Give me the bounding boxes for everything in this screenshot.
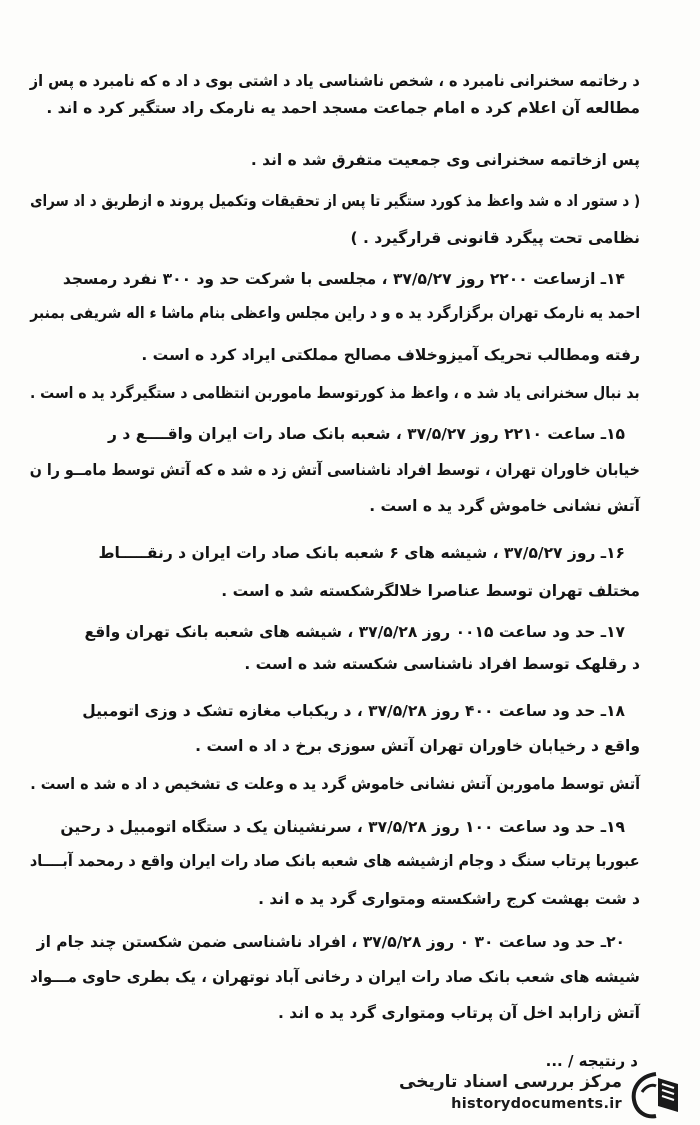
item-14-line: ۱۴ـ ازساعت ۲۲۰۰ روز ۳۷/۵/۲۷ ، مجلسی با شرکت حد ود ۳۰۰ نفرد رمسجد	[62, 270, 625, 288]
text-line: د شت بهشت کرج راشکسته ومتواری گرد ید ه اند .	[258, 890, 640, 908]
text-line: ( د ستور اد ه شد واعظ مذ کورد ستگیر تا پس از تحقیقات وتکمیل پروند ه ازطریق د اد سرای	[29, 192, 640, 210]
item-20-line: ۲۰ـ حد ود ساعت ۳۰ ۰ روز ۳۷/۵/۲۸ ، افراد ناشناسی ضمن شکستن چند جام از	[36, 933, 625, 951]
watermark	[399, 1070, 688, 1120]
item-16-line: ۱۶ـ روز ۳۷/۵/۲۷ ، شیشه های ۶ شعبه بانک صاد رات ایران د رنقـــــاط	[98, 544, 625, 562]
watermark-url: historydocuments.ir	[451, 1096, 622, 1112]
text-line: د رقلهک توسط افراد ناشناسی شکسته شد ه است .	[244, 655, 640, 673]
text-line: خیابان خاوران تهران ، توسط افراد ناشناسی آتش زد ه شد ه که آتش توسط مامــو را ن	[29, 461, 640, 479]
text-line: عبوربا پرتاب سنگ د وجام ازشیشه های شعبه بانک صاد رات ایران واقع د رمحمد آبــــاد	[30, 852, 640, 870]
text-line: واقع د رخیابان خاوران تهران آتش سوزی برخ د اد ه است .	[195, 737, 640, 755]
archive-logo-icon	[628, 1070, 684, 1120]
item-17-line: ۱۷ـ حد ود ساعت ۰۰۱۵ روز ۳۷/۵/۲۸ ، شیشه های شعبه بانک تهران واقع	[84, 623, 625, 641]
text-line: رفته ومطالب تحریک آمیزوخلاف مصالح مملکتی ایراد کرد ه است .	[141, 346, 640, 364]
text-line: نظامی تحت پیگرد قانونی قرارگیرد . )	[350, 229, 640, 247]
text-line: شیشه های شعب بانک صاد رات ایران د رخانی آباد نوتهران ، یک بطری حاوی مـــواد	[30, 968, 640, 986]
watermark-title: مرکز بررسی اسناد تاریخی	[399, 1072, 622, 1092]
text-line: پس ازخاتمه سخنرانی وی جمعیت متفرق شد ه اند .	[250, 151, 640, 169]
text-line: احمد یه نارمک تهران برگزارگرد ید ه و د راین مجلس واعظی بنام ماشا ء اله شریفی بمنبر	[30, 304, 640, 322]
text-line: د رخاتمه سخنرانی نامبرد ه ، شخص ناشناسی یاد د اشتی بوی د اد ه که نامبرد ه پس از	[29, 72, 640, 90]
text-line: مطالعه آن اعلام کرد ه امام جماعت مسجد احمد یه نارمک راد ستگیر کرد ه اند .	[46, 99, 640, 117]
continuation-note: د رنتیجه / ...	[545, 1052, 638, 1070]
text-line: بد نبال سخنرانی یاد شد ه ، واعظ مذ کورتوسط ماموربن انتظامی د ستگیرگرد ید ه است .	[30, 384, 640, 402]
item-19-line: ۱۹ـ حد ود ساعت ۱۰۰ روز ۳۷/۵/۲۸ ، سرنشینان یک د ستگاه اتومبیل د رحین	[60, 818, 625, 836]
text-line: آتش توسط ماموربن آتش نشانی خاموش گرد ید ه وعلت ی تشخیص د اد ه شد ه است .	[30, 775, 640, 793]
item-15-line: ۱۵ـ ساعت ۲۲۱۰ روز ۳۷/۵/۲۷ ، شعبه بانک صاد رات ایران واقــــع د ر	[108, 425, 625, 443]
text-line: مختلف تهران توسط عناصرا خلالگرشکسته شد ه است .	[221, 582, 640, 600]
text-line: آتش زارابد اخل آن پرتاب ومتواری گرد ید ه اند .	[277, 1004, 640, 1022]
text-line: آتش نشانی خاموش گرد ید ه است .	[369, 497, 640, 515]
item-18-line: ۱۸ـ حد ود ساعت ۴۰۰ روز ۳۷/۵/۲۸ ، د ریکباب مغازه تشک د وزی اتومبیل	[82, 702, 625, 720]
